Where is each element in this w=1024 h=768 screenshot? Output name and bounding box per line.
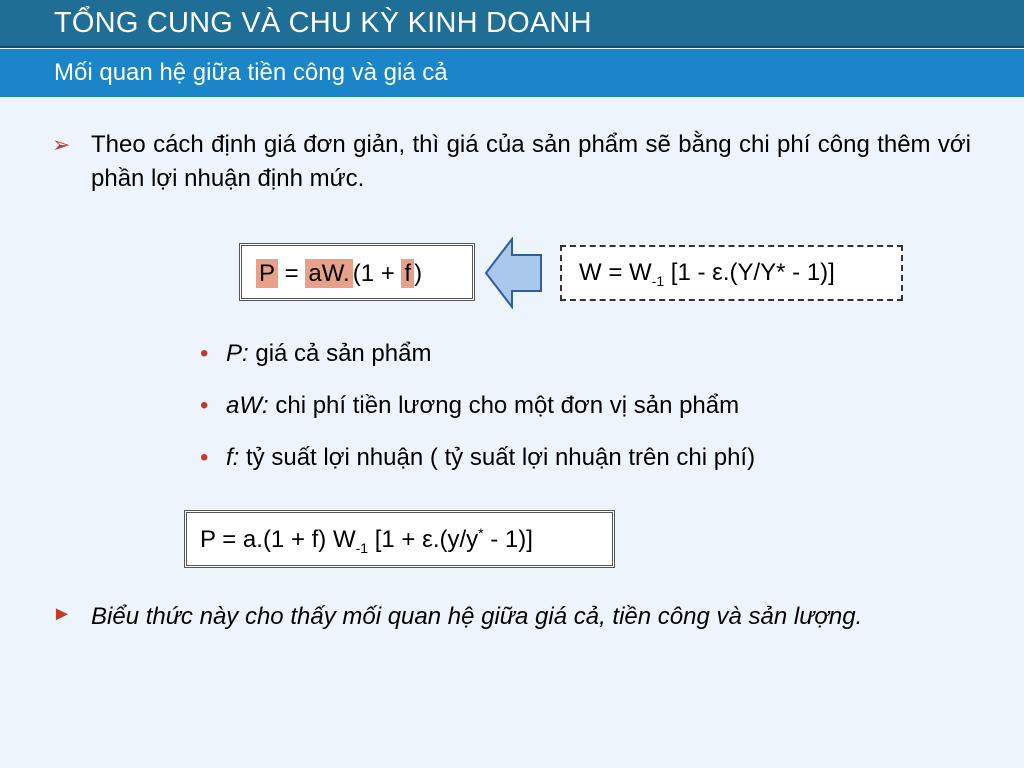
wage-formula-box bbox=[560, 245, 903, 301]
definition-text: giá cả sản phẩm bbox=[248, 340, 432, 367]
subtitle-bar bbox=[0, 49, 1024, 97]
intro-paragraph: Theo cách định giá đơn giản, thì giá của sản phẩm sẽ bằng chi phí công thêm với phần lợi nhuận định mức. bbox=[91, 131, 971, 192]
definition-term: aW: bbox=[226, 392, 269, 419]
pricing-formula-box bbox=[239, 243, 475, 301]
definition-text: tỷ suất lợi nhuận ( tỷ suất lợi nhuận trên chi phí) bbox=[239, 444, 756, 471]
definition-term: f: bbox=[226, 444, 240, 471]
formula-aw-term: aW. bbox=[305, 259, 352, 288]
combined-formula-box bbox=[184, 510, 615, 568]
combined-formula-mid: [1 + ε.(y/y bbox=[368, 526, 479, 553]
wage-formula-sub: -1 bbox=[651, 272, 665, 289]
arrow-bullet-icon: ➢ bbox=[52, 132, 71, 157]
formula-close-paren: ) bbox=[414, 260, 423, 287]
definition-term: P: bbox=[226, 340, 249, 367]
bullet-dot-icon: • bbox=[200, 392, 209, 419]
triangle-bullet-icon: ► bbox=[52, 603, 72, 625]
bullet-dot-icon: • bbox=[200, 340, 209, 367]
combined-formula-lhs: P = a.(1 + f) W bbox=[200, 526, 356, 553]
combined-formula-sup: * bbox=[478, 525, 484, 541]
formula-f-term: f bbox=[401, 259, 414, 288]
definition-item bbox=[200, 444, 755, 496]
combined-formula-sub: -1 bbox=[355, 539, 369, 556]
slide-title: TỔNG CUNG VÀ CHU KỲ KINH DOANH bbox=[54, 7, 592, 39]
conclusion-paragraph: Biểu thức này cho thấy mối quan hệ giữa giá cả, tiền công và sản lượng. bbox=[91, 603, 863, 630]
formula-open-paren: (1 + bbox=[352, 260, 402, 287]
wage-formula-lhs: W = W bbox=[579, 259, 652, 286]
formula-p-term: P bbox=[256, 259, 278, 288]
wage-formula-rhs: [1 - ε.(Y/Y* - 1)] bbox=[664, 259, 835, 286]
combined-formula-end: - 1)] bbox=[483, 526, 533, 553]
definition-text: chi phí tiền lương cho một đơn vị sản phẩm bbox=[268, 392, 740, 419]
left-arrow-icon bbox=[484, 237, 544, 309]
title-bar bbox=[0, 0, 1024, 48]
definition-item bbox=[200, 392, 755, 444]
slide-subtitle: Mối quan hệ giữa tiền công và giá cả bbox=[54, 59, 448, 86]
formula-equals: = bbox=[278, 260, 306, 287]
bullet-dot-icon: • bbox=[200, 444, 209, 471]
definition-list bbox=[200, 340, 755, 496]
definition-item bbox=[200, 340, 755, 392]
